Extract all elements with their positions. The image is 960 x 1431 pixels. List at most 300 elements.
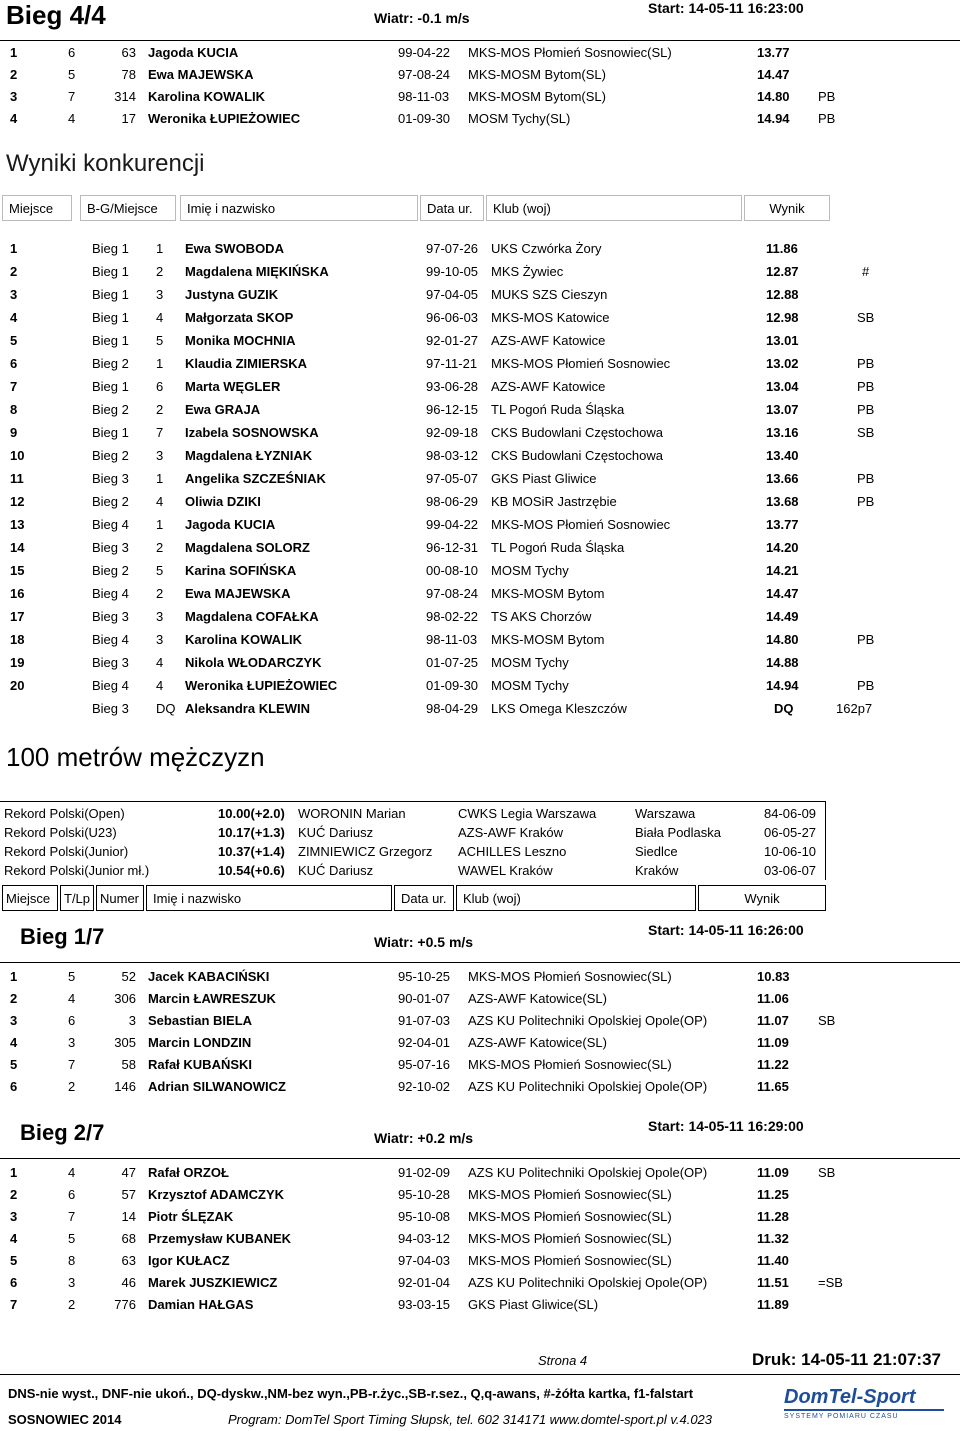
athlete-name: Krzysztof ADAMCZYK (148, 1187, 285, 1202)
club: LKS Omega Kleszczów (491, 701, 627, 716)
table-row (0, 1162, 960, 1184)
place: 3 (10, 287, 18, 302)
heat-place: 3 (156, 287, 164, 302)
result: DQ (774, 701, 794, 716)
lane: 5 (68, 969, 76, 984)
record-label: Rekord Polski(Junior) (4, 844, 129, 859)
table-row (0, 1206, 960, 1228)
heat: Bieg 3 (92, 609, 129, 624)
table-row (0, 1272, 960, 1294)
table-row (0, 86, 960, 108)
table-row (0, 64, 960, 86)
record-label: Rekord Polski(U23) (4, 825, 117, 840)
col-header-result: Wynik (698, 885, 826, 911)
athlete-name: Jagoda KUCIA (185, 517, 276, 532)
birth-date: 01-09-30 (426, 678, 479, 693)
heat: Bieg 2 (92, 356, 129, 371)
lane: 5 (68, 1231, 76, 1246)
table-row (0, 330, 960, 352)
result: 13.77 (757, 45, 790, 60)
birth-date: 92-01-27 (426, 333, 479, 348)
athlete-name: Marcin ŁAWRESZUK (148, 991, 276, 1006)
birth-date: 93-03-15 (398, 1297, 451, 1312)
birth-date: 96-06-03 (426, 310, 479, 325)
athlete-name: Adrian SILWANOWICZ (148, 1079, 286, 1094)
lane: 4 (68, 111, 76, 126)
club: CKS Budowlani Częstochowa (491, 448, 663, 463)
heat-place: 2 (156, 264, 164, 279)
result: 14.49 (766, 609, 799, 624)
athlete-name: Karolina KOWALIK (185, 632, 303, 647)
table-row (0, 238, 960, 260)
result: 13.07 (766, 402, 799, 417)
athlete-name: Sebastian BIELA (148, 1013, 253, 1028)
result: 13.66 (766, 471, 799, 486)
table-row (0, 422, 960, 444)
athlete-name: Jagoda KUCIA (148, 45, 239, 60)
heat: Bieg 2 (92, 402, 129, 417)
place: 3 (10, 1209, 18, 1224)
athlete-name: Oliwia DZIKI (185, 494, 261, 509)
birth-date: 92-09-18 (426, 425, 479, 440)
col-header-dob: Data ur. (420, 195, 484, 221)
table-row (0, 1032, 960, 1054)
birth-date: 01-07-25 (426, 655, 479, 670)
birth-date: 97-04-05 (426, 287, 479, 302)
table-row (0, 560, 960, 582)
note: =SB (818, 1275, 843, 1290)
result: 13.02 (766, 356, 799, 371)
heat-place: 5 (156, 333, 164, 348)
note: SB (818, 1165, 836, 1180)
heat-place: 3 (156, 632, 164, 647)
note: # (862, 264, 870, 279)
result: 11.51 (757, 1275, 789, 1290)
table-row (0, 399, 960, 421)
club: MOSM Tychy (491, 563, 569, 578)
heat: Bieg 4 (92, 632, 129, 647)
athlete-name: Weronika ŁUPIEŻOWIEC (148, 111, 301, 126)
club: MKS-MOS Płomień Sosnowiec(SL) (468, 969, 672, 984)
note: PB (857, 494, 875, 509)
result: 13.77 (766, 517, 799, 532)
result: 11.09 (757, 1035, 789, 1050)
table-row (0, 468, 960, 490)
heat-place: 7 (156, 425, 164, 440)
table-row (0, 376, 960, 398)
athlete-name: Przemysław KUBANEK (148, 1231, 292, 1246)
note: PB (818, 111, 836, 126)
result: 11.86 (766, 241, 798, 256)
club: MKS-MOS Płomień Sosnowiec(SL) (468, 1187, 672, 1202)
birth-date: 98-04-29 (426, 701, 479, 716)
bib-number: 78 (121, 67, 136, 82)
bib-number: 305 (114, 1035, 136, 1050)
result: 14.47 (757, 67, 790, 82)
bib-number: 52 (121, 969, 136, 984)
col-header-place: Miejsce (2, 195, 72, 221)
place: 4 (10, 1231, 18, 1246)
athlete-name: Monika MOCHNIA (185, 333, 296, 348)
athlete-name: Karolina KOWALIK (148, 89, 266, 104)
table-row (0, 583, 960, 605)
athlete-name: Igor KUŁACZ (148, 1253, 230, 1268)
birth-date: 92-04-01 (398, 1035, 451, 1050)
heat-place: 4 (156, 655, 164, 670)
place: 3 (10, 1013, 18, 1028)
athlete-name: Jacek KABACIŃSKI (148, 969, 270, 984)
result: 14.47 (766, 586, 799, 601)
place: 15 (10, 563, 25, 578)
club: UKS Czwórka Żory (491, 241, 602, 256)
place: 17 (10, 609, 25, 624)
lane: 7 (68, 89, 76, 104)
place: 4 (10, 1035, 18, 1050)
birth-date: 98-06-29 (426, 494, 479, 509)
result: 11.28 (757, 1209, 789, 1224)
heat-wind: Wiatr: -0.1 m/s (374, 10, 470, 26)
athlete-name: Małgorzata SKOP (185, 310, 294, 325)
result: 11.22 (757, 1057, 789, 1072)
birth-date: 95-10-25 (398, 969, 451, 984)
heat-start: Start: 14-05-11 16:23:00 (648, 0, 804, 16)
birth-date: 99-10-05 (426, 264, 479, 279)
table-row (0, 675, 960, 697)
heat-place: 1 (156, 471, 164, 486)
heat: Bieg 2 (92, 448, 129, 463)
place: 6 (10, 1079, 18, 1094)
lane: 6 (68, 45, 76, 60)
bib-number: 776 (114, 1297, 136, 1312)
club: AZS-AWF Katowice(SL) (468, 1035, 607, 1050)
col-header-club: Klub (woj) (456, 885, 696, 911)
place: 1 (10, 969, 18, 984)
heat-place: 2 (156, 586, 164, 601)
col-header-name: Imię i nazwisko (180, 195, 418, 221)
col-header-place: Miejsce (2, 885, 58, 911)
heat-wind: Wiatr: +0.2 m/s (374, 1130, 474, 1146)
place: 19 (10, 655, 25, 670)
heat-start: Start: 14-05-11 16:26:00 (648, 922, 804, 938)
heat-place: 1 (156, 356, 164, 371)
athlete-name: Ewa MAJEWSKA (148, 67, 254, 82)
athlete-name: Marta WĘGLER (185, 379, 281, 394)
result: 14.21 (766, 563, 799, 578)
birth-date: 96-12-15 (426, 402, 479, 417)
heat: Bieg 4 (92, 517, 129, 532)
athlete-name: Aleksandra KLEWIN (185, 701, 310, 716)
table-row (0, 1228, 960, 1250)
record-club: AZS-AWF Kraków (458, 825, 563, 840)
note: PB (857, 379, 875, 394)
record-holder: WORONIN Marian (298, 806, 406, 821)
col-header-club: Klub (woj) (486, 195, 742, 221)
club: MKS-MOS Płomień Sosnowiec (491, 356, 671, 371)
table-row (0, 261, 960, 283)
table-row (0, 307, 960, 329)
result: 14.80 (766, 632, 799, 647)
record-date: 10-06-10 (764, 844, 817, 859)
bib-number: 14 (121, 1209, 136, 1224)
athlete-name: Weronika ŁUPIEŻOWIEC (185, 678, 338, 693)
note: PB (857, 356, 875, 371)
result: 13.40 (766, 448, 799, 463)
place: 2 (10, 1187, 18, 1202)
record-date: 84-06-09 (764, 806, 817, 821)
col-header-lane: T/Lp (60, 885, 94, 911)
lane: 7 (68, 1057, 76, 1072)
event-title: 100 metrów mężczyzn (6, 742, 265, 772)
heat: Bieg 4 (92, 586, 129, 601)
heat: Bieg 2 (92, 494, 129, 509)
record-value: 10.17(+1.3) (218, 825, 285, 840)
club: MKS-MOS Płomień Sosnowiec(SL) (468, 45, 672, 60)
logo-text: DomTel-Sport (784, 1386, 916, 1408)
birth-date: 94-03-12 (398, 1231, 451, 1246)
note: 162p7 (836, 701, 873, 716)
club: KB MOSiR Jastrzębie (491, 494, 617, 509)
heat: Bieg 1 (92, 310, 129, 325)
heat-place: DQ (156, 701, 176, 716)
note: SB (818, 1013, 836, 1028)
club: AZS KU Politechniki Opolskiej Opole(OP) (468, 1013, 708, 1028)
lane: 4 (68, 991, 76, 1006)
lane: 6 (68, 1187, 76, 1202)
table-row (0, 491, 960, 513)
birth-date: 99-04-22 (426, 517, 479, 532)
place: 5 (10, 333, 18, 348)
place: 6 (10, 356, 18, 371)
place: 9 (10, 425, 18, 440)
heat-title: Bieg 1/7 (20, 924, 105, 949)
heat: Bieg 1 (92, 333, 129, 348)
table-row (0, 698, 960, 720)
club: MKS-MOS Płomień Sosnowiec(SL) (468, 1209, 672, 1224)
club: MKS-MOS Płomień Sosnowiec(SL) (468, 1231, 672, 1246)
heat-place: 3 (156, 609, 164, 624)
club: AZS-AWF Katowice (491, 379, 606, 394)
logo-subtext: SYSTEMY POMIARU CZASU (784, 1413, 899, 1420)
club: AZS KU Politechniki Opolskiej Opole(OP) (468, 1275, 708, 1290)
lane: 8 (68, 1253, 76, 1268)
birth-date: 97-04-03 (398, 1253, 451, 1268)
table-row (0, 1010, 960, 1032)
bib-number: 314 (114, 89, 136, 104)
athlete-name: Justyna GUZIK (185, 287, 279, 302)
birth-date: 99-04-22 (398, 45, 451, 60)
club: AZS-AWF Katowice(SL) (468, 991, 607, 1006)
birth-date: 97-11-21 (426, 356, 478, 371)
birth-date: 98-11-03 (426, 632, 478, 647)
place: 12 (10, 494, 25, 509)
record-holder: KUĆ Dariusz (298, 863, 374, 878)
heat-place: 6 (156, 379, 164, 394)
result: 14.80 (757, 89, 790, 104)
bib-number: 46 (121, 1275, 136, 1290)
athlete-name: Karina SOFIŃSKA (185, 563, 297, 578)
heat: Bieg 3 (92, 471, 129, 486)
result: 11.65 (757, 1079, 789, 1094)
record-club: WAWEL Kraków (458, 863, 553, 878)
club: MUKS SZS Cieszyn (491, 287, 608, 302)
heat: Bieg 3 (92, 701, 129, 716)
place: 7 (10, 379, 18, 394)
birth-date: 91-02-09 (398, 1165, 451, 1180)
birth-date: 95-10-08 (398, 1209, 451, 1224)
heat-place: 1 (156, 241, 164, 256)
bib-number: 47 (121, 1165, 136, 1180)
place: 6 (10, 1275, 18, 1290)
place: 18 (10, 632, 25, 647)
club: TL Pogoń Ruda Śląska (491, 402, 625, 417)
birth-date: 97-08-24 (426, 586, 479, 601)
record-date: 03-06-07 (764, 863, 817, 878)
place: 2 (10, 264, 18, 279)
bib-number: 58 (121, 1057, 136, 1072)
record-city: Warszawa (635, 806, 696, 821)
result: 14.20 (766, 540, 799, 555)
result: 12.88 (766, 287, 799, 302)
heat: Bieg 4 (92, 678, 129, 693)
table-row (0, 988, 960, 1010)
table-row (0, 1054, 960, 1076)
club: TL Pogoń Ruda Śląska (491, 540, 625, 555)
record-value: 10.37(+1.4) (218, 844, 285, 859)
athlete-name: Angelika SZCZEŚNIAK (185, 471, 326, 486)
heat-place: 4 (156, 310, 164, 325)
birth-date: 98-02-22 (426, 609, 479, 624)
record-value: 10.00(+2.0) (218, 806, 285, 821)
col-header-heat: B-G/Miejsce (80, 195, 176, 221)
club: MKS-MOS Katowice (491, 310, 610, 325)
birth-date: 93-06-28 (426, 379, 479, 394)
place: 2 (10, 991, 18, 1006)
result: 14.94 (766, 678, 799, 693)
city-year: SOSNOWIEC 2014 (8, 1412, 122, 1427)
birth-date: 98-03-12 (426, 448, 479, 463)
table-row (0, 445, 960, 467)
heat-place: 4 (156, 678, 164, 693)
birth-date: 97-05-07 (426, 471, 479, 486)
heat: Bieg 3 (92, 540, 129, 555)
heat-title: Bieg 2/7 (20, 1120, 105, 1145)
club: MOSM Tychy (491, 678, 569, 693)
table-row (0, 514, 960, 536)
heat: Bieg 3 (92, 655, 129, 670)
program-info: Program: DomTel Sport Timing Słupsk, tel. 602 314171 www.domtel-sport.pl v.4.023 (228, 1412, 713, 1427)
heat-place: 1 (156, 517, 164, 532)
heat: Bieg 1 (92, 287, 129, 302)
club: MKS-MOS Płomień Sosnowiec(SL) (468, 1057, 672, 1072)
record-holder: KUĆ Dariusz (298, 825, 374, 840)
note: SB (857, 425, 875, 440)
result: 11.07 (757, 1013, 789, 1028)
note: PB (857, 471, 875, 486)
heat-start: Start: 14-05-11 16:29:00 (648, 1118, 804, 1134)
place: 5 (10, 1253, 18, 1268)
club: MOSM Tychy (491, 655, 569, 670)
record-label: Rekord Polski(Open) (4, 806, 125, 821)
print-date: Druk: 14-05-11 21:07:37 (752, 1350, 942, 1369)
heat-wind: Wiatr: +0.5 m/s (374, 934, 474, 950)
heat: Bieg 2 (92, 563, 129, 578)
place: 20 (10, 678, 25, 693)
heat: Bieg 1 (92, 425, 129, 440)
table-row (0, 629, 960, 651)
record-city: Siedlce (635, 844, 678, 859)
note: PB (818, 89, 836, 104)
athlete-name: Damian HAŁGAS (148, 1297, 254, 1312)
heat-place: 3 (156, 448, 164, 463)
place: 5 (10, 1057, 18, 1072)
table-row (0, 860, 960, 882)
bib-number: 146 (114, 1079, 136, 1094)
club: AZS KU Politechniki Opolskiej Opole(OP) (468, 1079, 708, 1094)
lane: 6 (68, 1013, 76, 1028)
bib-number: 68 (121, 1231, 136, 1246)
result: 12.87 (766, 264, 799, 279)
lane: 2 (68, 1079, 76, 1094)
domtel-logo (784, 1386, 944, 1424)
result: 11.40 (757, 1253, 789, 1268)
result: 11.89 (757, 1297, 789, 1312)
birth-date: 96-12-31 (426, 540, 479, 555)
athlete-name: Nikola WŁODARCZYK (185, 655, 322, 670)
result: 13.68 (766, 494, 799, 509)
lane: 3 (68, 1275, 76, 1290)
record-label: Rekord Polski(Junior mł.) (4, 863, 150, 878)
athlete-name: Ewa MAJEWSKA (185, 586, 291, 601)
result: 11.06 (757, 991, 789, 1006)
note: SB (857, 310, 875, 325)
athlete-name: Ewa SWOBODA (185, 241, 284, 256)
note: PB (857, 632, 875, 647)
lane: 2 (68, 1297, 76, 1312)
place: 7 (10, 1297, 18, 1312)
athlete-name: Marcin LONDZIN (148, 1035, 252, 1050)
club: MKS-MOS Płomień Sosnowiec (491, 517, 671, 532)
note: PB (857, 678, 875, 693)
birth-date: 98-11-03 (398, 89, 450, 104)
heat-place: 2 (156, 402, 164, 417)
record-date: 06-05-27 (764, 825, 817, 840)
bib-number: 306 (114, 991, 136, 1006)
birth-date: 92-10-02 (398, 1079, 451, 1094)
table-row (0, 42, 960, 64)
lane: 3 (68, 1035, 76, 1050)
athlete-name: Rafał KUBAŃSKI (148, 1057, 253, 1072)
athlete-name: Magdalena COFAŁKA (185, 609, 319, 624)
athlete-name: Rafał ORZOŁ (148, 1165, 229, 1180)
page-number: Strona 4 (538, 1353, 588, 1368)
record-holder: ZIMNIEWICZ Grzegorz (298, 844, 433, 859)
result: 11.25 (757, 1187, 789, 1202)
result: 14.88 (766, 655, 799, 670)
table-row (0, 108, 960, 130)
club: MKS-MOS Płomień Sosnowiec(SL) (468, 1253, 672, 1268)
table-row (0, 284, 960, 306)
athlete-name: Izabela SOSNOWSKA (185, 425, 319, 440)
heat: Bieg 1 (92, 379, 129, 394)
birth-date: 00-08-10 (426, 563, 479, 578)
table-row (0, 1294, 960, 1316)
birth-date: 92-01-04 (398, 1275, 451, 1290)
place: 10 (10, 448, 25, 463)
athlete-name: Ewa GRAJA (185, 402, 261, 417)
table-row (0, 353, 960, 375)
birth-date: 91-07-03 (398, 1013, 451, 1028)
club: MKS-MOSM Bytom (491, 586, 605, 601)
